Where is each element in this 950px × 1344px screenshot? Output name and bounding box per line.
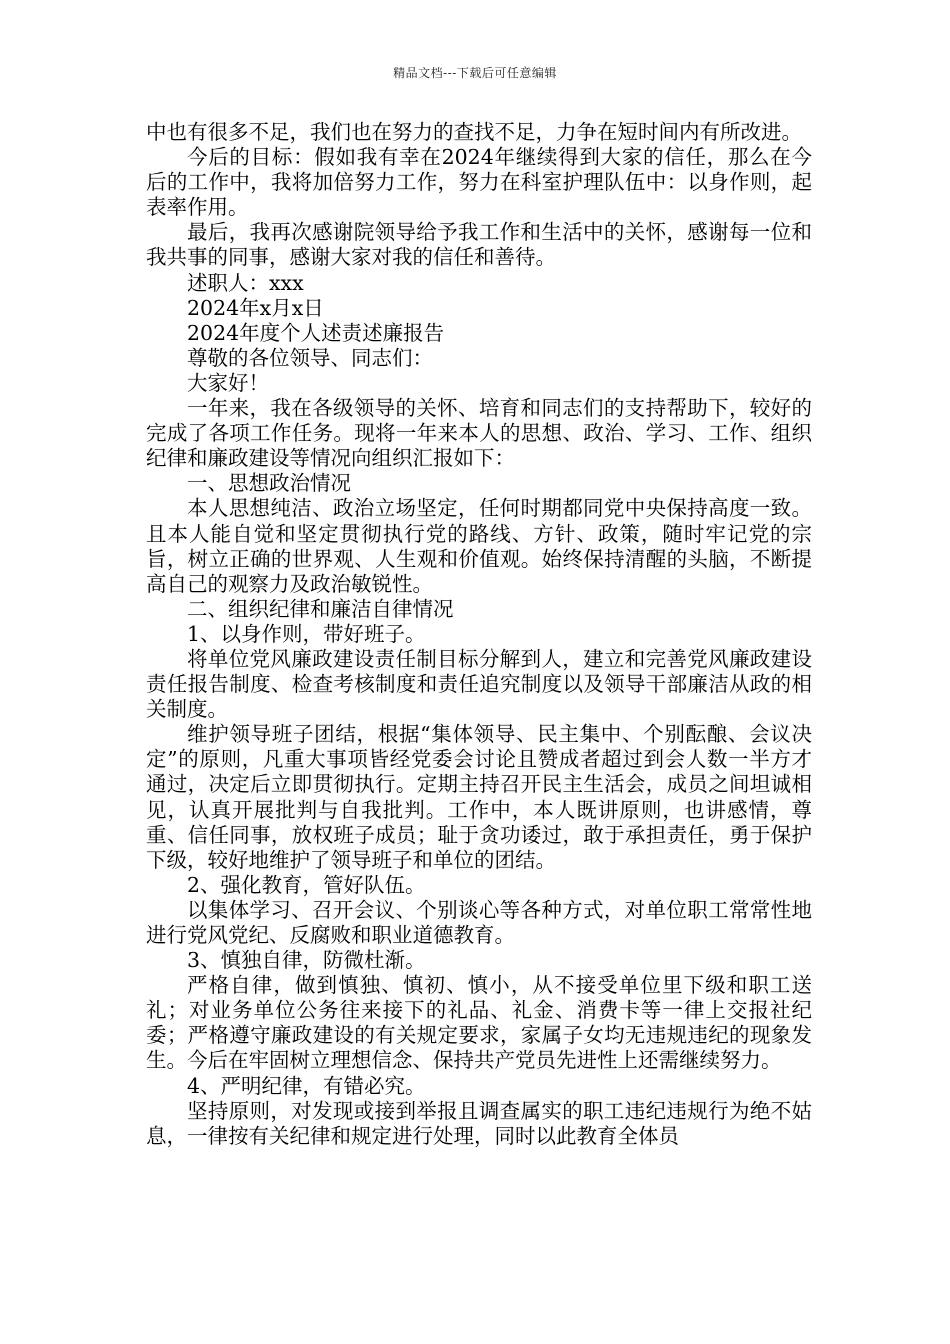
paragraph: 以集体学习、召开会议、个别谈心等各种方式，对单位职工常常性地进行党风党纪、反腐败和职业道德教育。 [146,897,812,947]
salutation: 尊敬的各位领导、同志们： [187,345,433,370]
paragraph: 本人思想纯洁、政治立场坚定，任何时期都同党中央保持高度一致。且本人能自觉和坚定贯彻执行党的路线、方针、政策，随时牢记党的宗旨，树立正确的世界观、人生观和价值观。始终保持清醒的头脑，不断提高自己的观察力及政治敏锐性。 [146,496,812,596]
paragraph: 一年来，我在各级领导的关怀、培育和同志们的支持帮助下，较好的完成了各项工作任务。现将一年来本人的思想、政治、学习、工作、组织纪律和廉政建设等情况向组织汇报如下： [146,396,812,471]
greeting: 大家好！ [187,370,269,395]
section-heading: 二、组织纪律和廉洁自律情况 [187,596,454,621]
section-heading: 一、思想政治情况 [187,471,351,496]
signature-line: 述职人：xxx [187,270,304,295]
document-header: 精品文档---下载后可任意编辑 [393,66,557,80]
date-line: 2024年x月x日 [187,295,324,320]
subsection-heading: 4、严明纪律，有错必究。 [187,1073,426,1098]
paragraph: 中也有很多不足，我们也在努力的查找不足，力争在短时间内有所改进。 [146,120,802,144]
subsection-heading: 2、强化教育，管好队伍。 [187,872,426,897]
paragraph: 最后，我再次感谢院领导给予我工作和生活中的关怀，感谢每一位和我共事的同事，感谢大家对我的信任和善待。 [146,220,812,270]
subsection-heading: 1、以身作则，带好班子。 [187,621,426,646]
subsection-heading: 3、慎独自律，防微杜渐。 [187,948,426,973]
paragraph: 坚持原则，对发现或接到举报且调查属实的职工违纪违规行为绝不姑息，一律按有关纪律和规定进行处理，同时以此教育全体员 [146,1098,812,1148]
document-body [146,120,812,1149]
paragraph: 将单位党风廉政建设责任制目标分解到人，建立和完善党风廉政建设责任报告制度、检查考核制度和责任追究制度以及领导干部廉洁从政的相关制度。 [146,646,812,722]
paragraph: 今后的目标：假如我有幸在2024年继续得到大家的信任，那么在今后的工作中，我将加倍努力工作，努力在科室护理队伍中：以身作则，起表率作用。 [146,145,812,220]
report-title: 2024年度个人述责述廉报告 [187,320,445,345]
paragraph: 维护领导班子团结，根据“集体领导、民主集中、个别酝酿、会议决定”的原则，凡重大事项皆经党委会讨论且赞成者超过到会人数一半方才通过，决定后立即贯彻执行。定期主持召开民主生活会，成员之间坦诚相见，认真开展批判与自我批判。工作中，本人既讲原则，也讲感情，尊重、信任同事，放权班子成员；耻于贪功诿过，敢于承担责任，勇于保护下级，较好地维护了领导班子和单位的团结。 [146,722,812,872]
paragraph: 严格自律，做到慎独、慎初、慎小，从不接受单位里下级和职工送礼；对业务单位公务往来接下的礼品、礼金、消费卡等一律上交报社纪委；严格遵守廉政建设的有关规定要求，家属子女均无违规违纪的现象发生。今后在牢固树立理想信念、保持共产党员先进性上还需继续努力。 [146,973,812,1073]
